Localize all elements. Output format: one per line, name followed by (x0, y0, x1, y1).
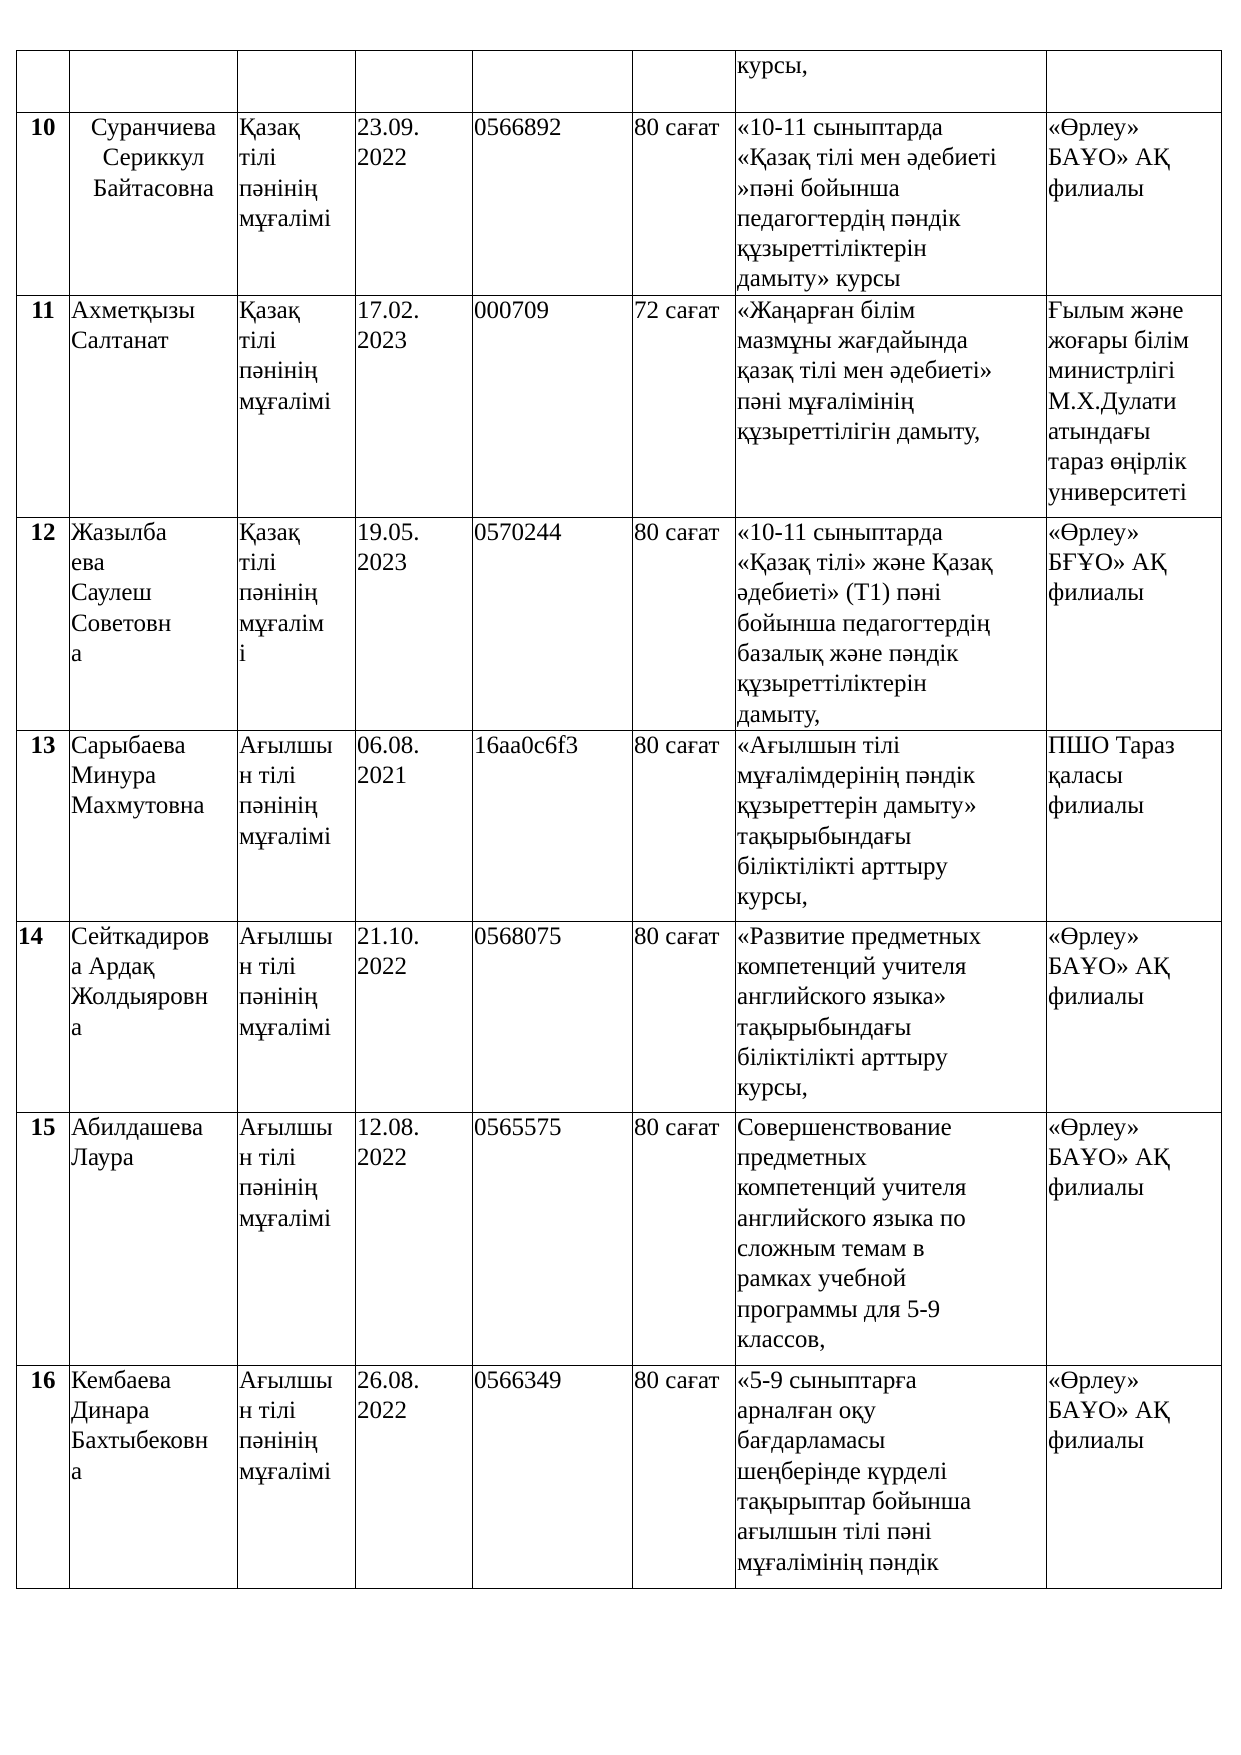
row-number: 13 (17, 730, 70, 921)
course-title: «Жаңарған білім мазмұны жағдайында қазақ тілі мен әдебиеті» пәні мұғалімінің құзыреттілігін дамыту, (736, 295, 1047, 517)
certificate-date: 19.05. 2023 (356, 517, 473, 730)
row-number: 12 (17, 517, 70, 730)
teacher-name: Кембаева Динара Бахтыбековн а (70, 1365, 238, 1588)
teacher-position: Ағылшы н тілі пәнінің мұғалімі (238, 921, 356, 1112)
courses-table (16, 50, 1222, 1589)
course-hours: 80 сағат (633, 1112, 736, 1365)
table-row (17, 1365, 1222, 1588)
table-row (17, 295, 1222, 517)
table-row (17, 921, 1222, 1112)
course-title: «Ағылшын тілі мұғалімдерінің пәндік құзыреттерін дамыту» тақырыбындағы біліктілікті арттыру курсы, (736, 730, 1047, 921)
teacher-name: Сарыбаева Минура Махмутовна (70, 730, 238, 921)
teacher-position: Қазақ тілі пәнінің мұғалімі (238, 113, 356, 296)
row-number: 11 (17, 295, 70, 517)
row-number: 15 (17, 1112, 70, 1365)
course-organization: ПШО Тараз қаласы филиалы (1047, 730, 1222, 921)
teacher-name: Суранчиева Сериккул Байтасовна (70, 113, 238, 296)
certificate-number: 0565575 (473, 1112, 633, 1365)
course-organization: «Өрлеу» БАҰО» АҚ филиалы (1047, 113, 1222, 296)
row-number: 10 (17, 113, 70, 296)
course-hours: 80 сағат (633, 113, 736, 296)
teacher-position: Қазақ тілі пәнінің мұғалім і (238, 517, 356, 730)
certificate-date: 17.02. 2023 (356, 295, 473, 517)
certificate-number: 0570244 (473, 517, 633, 730)
certificate-number: 000709 (473, 295, 633, 517)
course-hours: 80 сағат (633, 921, 736, 1112)
course-title: Совершенствование предметных компетенций учителя английского языка по сложным темам в рамках учебной программы для 5-9 классов, (736, 1112, 1047, 1365)
certificate-date: 21.10. 2022 (356, 921, 473, 1112)
table-row (17, 51, 1222, 113)
table-row (17, 1112, 1222, 1365)
course-organization: «Өрлеу» БҒҰО» АҚ филиалы (1047, 517, 1222, 730)
course-hours: 80 сағат (633, 730, 736, 921)
certificate-number: 0566892 (473, 113, 633, 296)
certificate-number (473, 51, 633, 113)
certificate-date: 23.09. 2022 (356, 113, 473, 296)
course-organization: Ғылым және жоғары білім министрлігі М.Х.Дулати атындағы тараз өңірлік университеті (1047, 295, 1222, 517)
teacher-name: Сейткадиров а Ардақ Жолдыяровн а (70, 921, 238, 1112)
course-organization: «Өрлеу» БАҰО» АҚ филиалы (1047, 921, 1222, 1112)
teacher-position: Қазақ тілі пәнінің мұғалімі (238, 295, 356, 517)
certificate-date: 12.08. 2022 (356, 1112, 473, 1365)
certificate-date: 26.08. 2022 (356, 1365, 473, 1588)
teacher-position: Ағылшы н тілі пәнінің мұғалімі (238, 1365, 356, 1588)
certificate-date (356, 51, 473, 113)
certificate-number: 16aa0c6f3 (473, 730, 633, 921)
teacher-name (70, 51, 238, 113)
course-title: курсы, (736, 51, 1047, 113)
teacher-name: Жазылба ева Саулеш Советовн а (70, 517, 238, 730)
course-hours (633, 51, 736, 113)
certificate-number: 0566349 (473, 1365, 633, 1588)
teacher-position (238, 51, 356, 113)
course-title: «10-11 сыныптарда «Қазақ тілі» және Қазақ әдебиеті» (Т1) пәні бойынша педагогтердің базалық және пәндік құзыреттіліктерін дамыту, (736, 517, 1047, 730)
course-title: «10-11 сыныптарда «Қазақ тілі мен әдебиеті »пәні бойынша педагогтердің пәндік құзыреттіліктерін дамыту» курсы (736, 113, 1047, 296)
course-organization: «Өрлеу» БАҰО» АҚ филиалы (1047, 1112, 1222, 1365)
teacher-position: Ағылшы н тілі пәнінің мұғалімі (238, 1112, 356, 1365)
row-number: 14 (17, 921, 70, 1112)
teacher-name: Абилдашева Лаура (70, 1112, 238, 1365)
table-row (17, 113, 1222, 296)
row-number: 16 (17, 1365, 70, 1588)
course-title: «Развитие предметных компетенций учителя английского языка» тақырыбындағы біліктілікті арттыру курсы, (736, 921, 1047, 1112)
table-row (17, 517, 1222, 730)
certificate-number: 0568075 (473, 921, 633, 1112)
teacher-name: Ахметқызы Салтанат (70, 295, 238, 517)
course-hours: 80 сағат (633, 517, 736, 730)
row-number (17, 51, 70, 113)
table-row (17, 730, 1222, 921)
course-hours: 80 сағат (633, 1365, 736, 1588)
certificate-date: 06.08. 2021 (356, 730, 473, 921)
course-organization: «Өрлеу» БАҰО» АҚ филиалы (1047, 1365, 1222, 1588)
teacher-position: Ағылшы н тілі пәнінің мұғалімі (238, 730, 356, 921)
course-organization (1047, 51, 1222, 113)
course-hours: 72 сағат (633, 295, 736, 517)
course-title: «5-9 сыныптарға арналған оқу бағдарламасы шеңберінде күрделі тақырыптар бойынша ағылшын тілі пәні мұғалімінің пәндік (736, 1365, 1047, 1588)
